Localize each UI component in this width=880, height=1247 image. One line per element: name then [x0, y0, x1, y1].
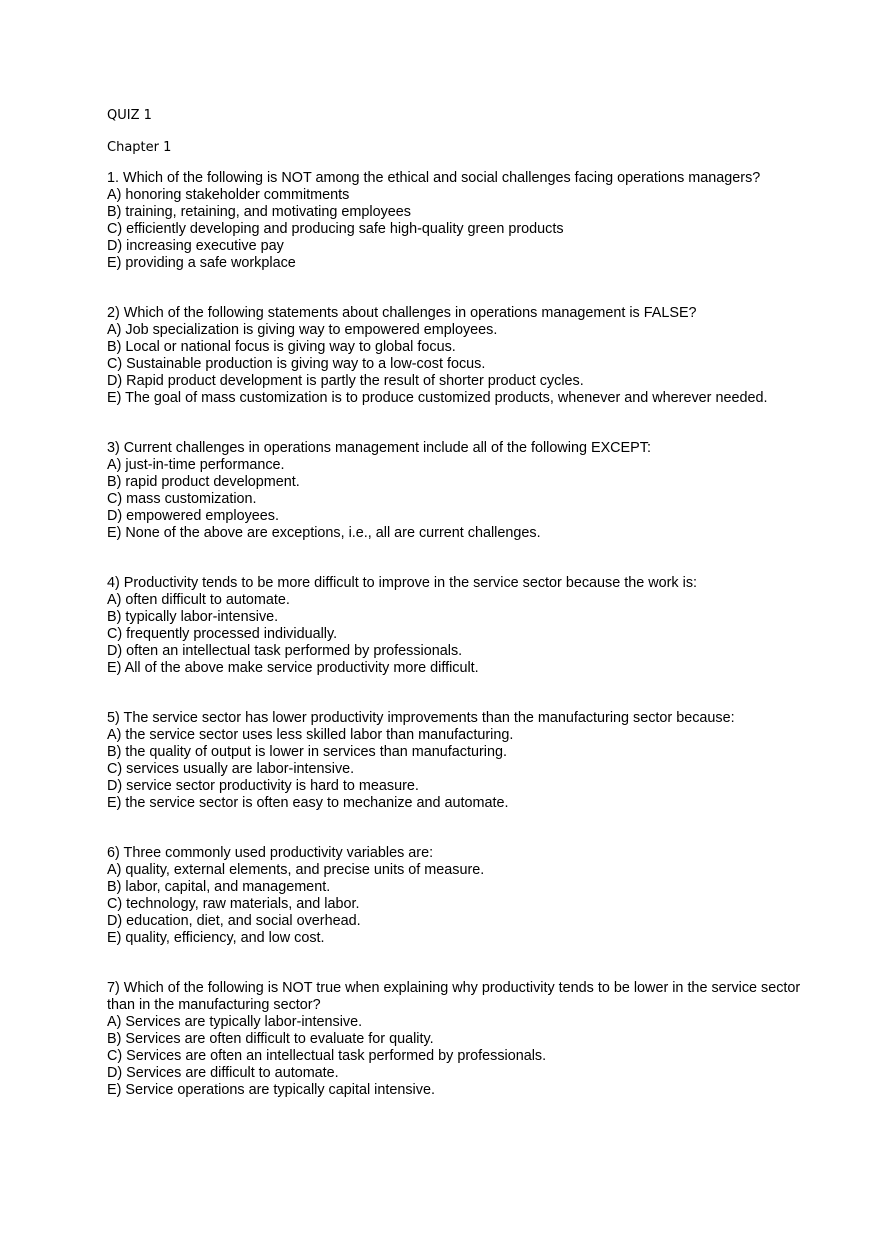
answer-option-d: D) Services are difficult to automate. — [107, 1065, 339, 1081]
question-list — [107, 170, 807, 1099]
question-7 — [107, 980, 807, 1099]
answer-option-e: E) All of the above make service productivity more difficult. — [107, 660, 479, 676]
answer-option-b: B) Services are often difficult to evaluate for quality. — [107, 1031, 434, 1047]
answer-option-e: E) Service operations are typically capital intensive. — [107, 1082, 435, 1098]
document-page — [107, 106, 807, 1132]
chapter-title: Chapter 1 — [107, 140, 172, 155]
answer-option-d: D) education, diet, and social overhead. — [107, 913, 361, 929]
answer-option-a: A) the service sector uses less skilled labor than manufacturing. — [107, 727, 514, 743]
answer-option-a: A) quality, external elements, and precise units of measure. — [107, 862, 485, 878]
question-text: 4) Productivity tends to be more difficult to improve in the service sector because the work is: — [107, 575, 698, 591]
answer-option-a: A) often difficult to automate. — [107, 592, 290, 608]
answer-option-c: C) technology, raw materials, and labor. — [107, 896, 360, 912]
question-5 — [107, 710, 807, 812]
answer-option-d: D) Rapid product development is partly the result of shorter product cycles. — [107, 373, 584, 389]
answer-option-c: C) mass customization. — [107, 491, 257, 507]
quiz-title: QUIZ 1 — [107, 108, 152, 123]
question-1 — [107, 170, 807, 272]
answer-option-a: A) honoring stakeholder commitments — [107, 187, 350, 203]
answer-option-e: E) providing a safe workplace — [107, 255, 296, 271]
answer-option-c: C) services usually are labor-intensive. — [107, 761, 355, 777]
question-text: 2) Which of the following statements about challenges in operations management is FALSE? — [107, 305, 697, 321]
answer-option-d: D) service sector productivity is hard to measure. — [107, 778, 419, 794]
question-text: 7) Which of the following is NOT true when explaining why productivity tends to be lower in the service sector than in the manufacturing sector? — [107, 980, 801, 1013]
answer-option-b: B) rapid product development. — [107, 474, 300, 490]
question-2 — [107, 305, 807, 407]
answer-option-a: A) Services are typically labor-intensive. — [107, 1014, 363, 1030]
answer-option-e: E) None of the above are exceptions, i.e., all are current challenges. — [107, 525, 541, 541]
answer-option-d: D) often an intellectual task performed by professionals. — [107, 643, 463, 659]
answer-option-d: D) increasing executive pay — [107, 238, 284, 254]
question-6 — [107, 845, 807, 947]
question-text: 5) The service sector has lower productivity improvements than the manufacturing sector because: — [107, 710, 735, 726]
answer-option-e: E) quality, efficiency, and low cost. — [107, 930, 325, 946]
answer-option-b: B) labor, capital, and management. — [107, 879, 331, 895]
answer-option-a: A) Job specialization is giving way to empowered employees. — [107, 322, 498, 338]
answer-option-c: C) efficiently developing and producing safe high-quality green products — [107, 221, 564, 237]
question-text: 3) Current challenges in operations management include all of the following EXCEPT: — [107, 440, 651, 456]
answer-option-e: E) The goal of mass customization is to produce customized products, whenever and wherever needed. — [107, 390, 768, 406]
answer-option-c: C) Services are often an intellectual task performed by professionals. — [107, 1048, 547, 1064]
answer-option-b: B) typically labor-intensive. — [107, 609, 279, 625]
question-4 — [107, 575, 807, 677]
answer-option-b: B) the quality of output is lower in services than manufacturing. — [107, 744, 507, 760]
answer-option-e: E) the service sector is often easy to mechanize and automate. — [107, 795, 509, 811]
question-text: 6) Three commonly used productivity variables are: — [107, 845, 434, 861]
question-text: 1. Which of the following is NOT among the ethical and social challenges facing operations managers? — [107, 170, 761, 186]
answer-option-b: B) Local or national focus is giving way to global focus. — [107, 339, 456, 355]
answer-option-d: D) empowered employees. — [107, 508, 279, 524]
answer-option-c: C) frequently processed individually. — [107, 626, 338, 642]
answer-option-b: B) training, retaining, and motivating employees — [107, 204, 411, 220]
question-3 — [107, 440, 807, 542]
answer-option-a: A) just-in-time performance. — [107, 457, 285, 473]
answer-option-c: C) Sustainable production is giving way to a low-cost focus. — [107, 356, 486, 372]
